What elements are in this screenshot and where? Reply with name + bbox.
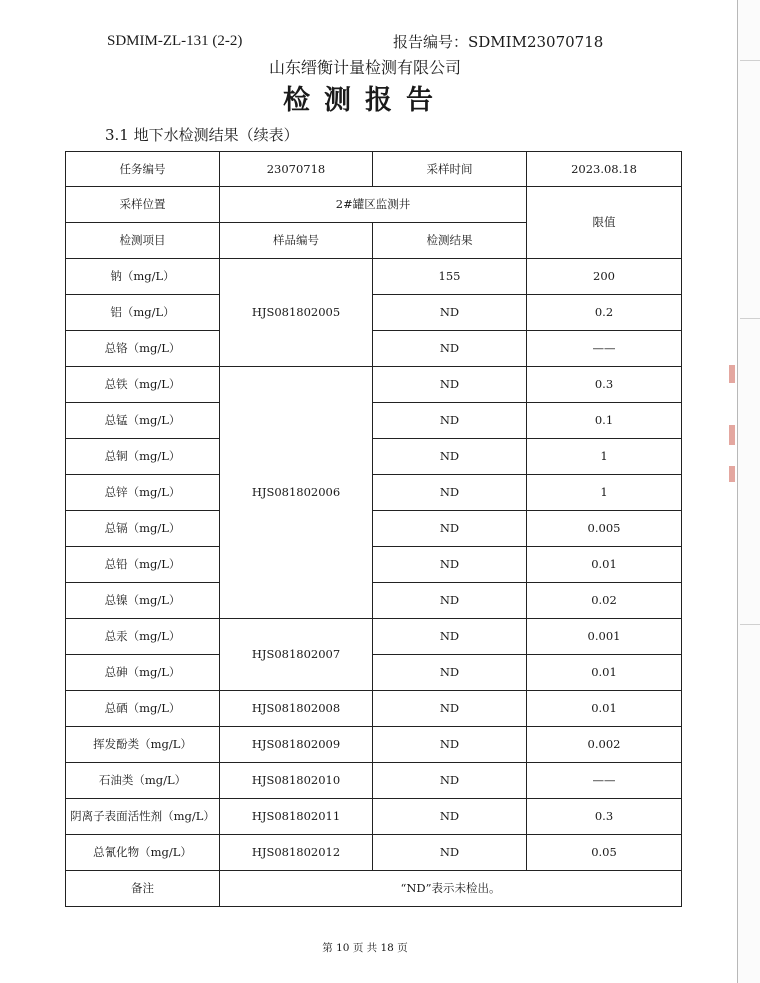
limit-cell: 0.3 xyxy=(527,799,682,835)
stamp-fragment xyxy=(729,365,735,383)
result-cell: ND xyxy=(373,475,527,511)
result-cell: ND xyxy=(373,547,527,583)
sample-cell: HJS081802012 xyxy=(220,835,373,871)
sample-cell: HJS081802009 xyxy=(220,727,373,763)
result-cell: ND xyxy=(373,295,527,331)
stamp-fragment xyxy=(729,466,735,482)
limit-cell: 1 xyxy=(527,439,682,475)
table-row xyxy=(66,439,682,475)
table-row xyxy=(66,835,682,871)
sample-cell: HJS081802006 xyxy=(220,367,373,619)
table-row xyxy=(66,152,682,187)
page-number: 第 10 页 共 18 页 xyxy=(322,942,408,954)
result-header: 检测结果 xyxy=(373,223,527,259)
limit-header: 限值 xyxy=(527,187,682,259)
sample-cell: HJS081802005 xyxy=(220,259,373,367)
result-cell: ND xyxy=(373,655,527,691)
limit-cell: 0.001 xyxy=(527,619,682,655)
limit-cell: 0.3 xyxy=(527,367,682,403)
item-header: 检测项目 xyxy=(66,223,220,259)
table-row xyxy=(66,295,682,331)
table-row xyxy=(66,619,682,655)
report-number: 报告编号：SDMIM23070718 xyxy=(393,33,604,51)
page-title: 检测报告 xyxy=(283,85,447,116)
remark-text: “ND”表示未检出。 xyxy=(220,871,682,907)
sampling-time-value: 2023.08.18 xyxy=(527,152,682,187)
table-row xyxy=(66,547,682,583)
table-row xyxy=(66,187,682,223)
item-cell: 挥发酚类（mg/L） xyxy=(66,727,220,763)
table-row xyxy=(66,583,682,619)
limit-cell: 0.002 xyxy=(527,727,682,763)
item-cell: 总镉（mg/L） xyxy=(66,511,220,547)
result-cell: ND xyxy=(373,403,527,439)
item-cell: 总硒（mg/L） xyxy=(66,691,220,727)
result-cell: ND xyxy=(373,439,527,475)
limit-cell: 1 xyxy=(527,475,682,511)
table-row xyxy=(66,511,682,547)
limit-cell: 0.05 xyxy=(527,835,682,871)
item-cell: 总铬（mg/L） xyxy=(66,331,220,367)
limit-cell: 0.01 xyxy=(527,691,682,727)
result-cell: ND xyxy=(373,583,527,619)
table-row xyxy=(66,655,682,691)
item-cell: 石油类（mg/L） xyxy=(66,763,220,799)
item-cell: 钠（mg/L） xyxy=(66,259,220,295)
item-cell: 总氰化物（mg/L） xyxy=(66,835,220,871)
table-row xyxy=(66,475,682,511)
item-cell: 阴离子表面活性剂（mg/L） xyxy=(66,799,220,835)
location-label: 采样位置 xyxy=(66,187,220,223)
limit-cell: 0.01 xyxy=(527,547,682,583)
result-cell: ND xyxy=(373,763,527,799)
section-title: 3.1 地下水检测结果（续表） xyxy=(105,126,299,144)
adjacent-page-strip xyxy=(738,0,760,983)
edge-divider xyxy=(740,318,760,319)
company-name: 山东缙衡计量检测有限公司 xyxy=(268,58,461,77)
item-cell: 总铜（mg/L） xyxy=(66,439,220,475)
table-row xyxy=(66,367,682,403)
result-cell: ND xyxy=(373,691,527,727)
table-row xyxy=(66,691,682,727)
remark-label: 备注 xyxy=(66,871,220,907)
result-cell: ND xyxy=(373,511,527,547)
sample-cell: HJS081802008 xyxy=(220,691,373,727)
location-value: 2#罐区监测井 xyxy=(220,187,527,223)
sampling-time-label: 采样时间 xyxy=(373,152,527,187)
stamp-fragment xyxy=(729,425,735,445)
table-row xyxy=(66,799,682,835)
item-cell: 总镍（mg/L） xyxy=(66,583,220,619)
item-cell: 铝（mg/L） xyxy=(66,295,220,331)
results-table xyxy=(65,151,682,907)
limit-cell: —— xyxy=(527,331,682,367)
table-row xyxy=(66,727,682,763)
limit-cell: 0.02 xyxy=(527,583,682,619)
result-cell: ND xyxy=(373,619,527,655)
item-cell: 总锰（mg/L） xyxy=(66,403,220,439)
limit-cell: 0.1 xyxy=(527,403,682,439)
result-cell: ND xyxy=(373,799,527,835)
edge-divider xyxy=(740,60,760,61)
result-cell: ND xyxy=(373,835,527,871)
limit-cell: 0.2 xyxy=(527,295,682,331)
sample-cell: HJS081802011 xyxy=(220,799,373,835)
item-cell: 总砷（mg/L） xyxy=(66,655,220,691)
limit-cell: 0.005 xyxy=(527,511,682,547)
table-row xyxy=(66,259,682,295)
task-no-label: 任务编号 xyxy=(66,152,220,187)
table-row xyxy=(66,871,682,907)
sample-cell: HJS081802007 xyxy=(220,619,373,691)
document-code: SDMIM-ZL-131 (2-2) xyxy=(107,33,243,49)
item-cell: 总铅（mg/L） xyxy=(66,547,220,583)
limit-cell: 200 xyxy=(527,259,682,295)
table-row xyxy=(66,403,682,439)
sample-cell: HJS081802010 xyxy=(220,763,373,799)
result-cell: 155 xyxy=(373,259,527,295)
result-cell: ND xyxy=(373,367,527,403)
item-cell: 总铁（mg/L） xyxy=(66,367,220,403)
item-cell: 总锌（mg/L） xyxy=(66,475,220,511)
limit-cell: 0.01 xyxy=(527,655,682,691)
result-cell: ND xyxy=(373,727,527,763)
result-cell: ND xyxy=(373,331,527,367)
sample-header: 样品编号 xyxy=(220,223,373,259)
item-cell: 总汞（mg/L） xyxy=(66,619,220,655)
table-row xyxy=(66,331,682,367)
edge-divider xyxy=(740,624,760,625)
task-no-value: 23070718 xyxy=(220,152,373,187)
table-row xyxy=(66,763,682,799)
limit-cell: —— xyxy=(527,763,682,799)
